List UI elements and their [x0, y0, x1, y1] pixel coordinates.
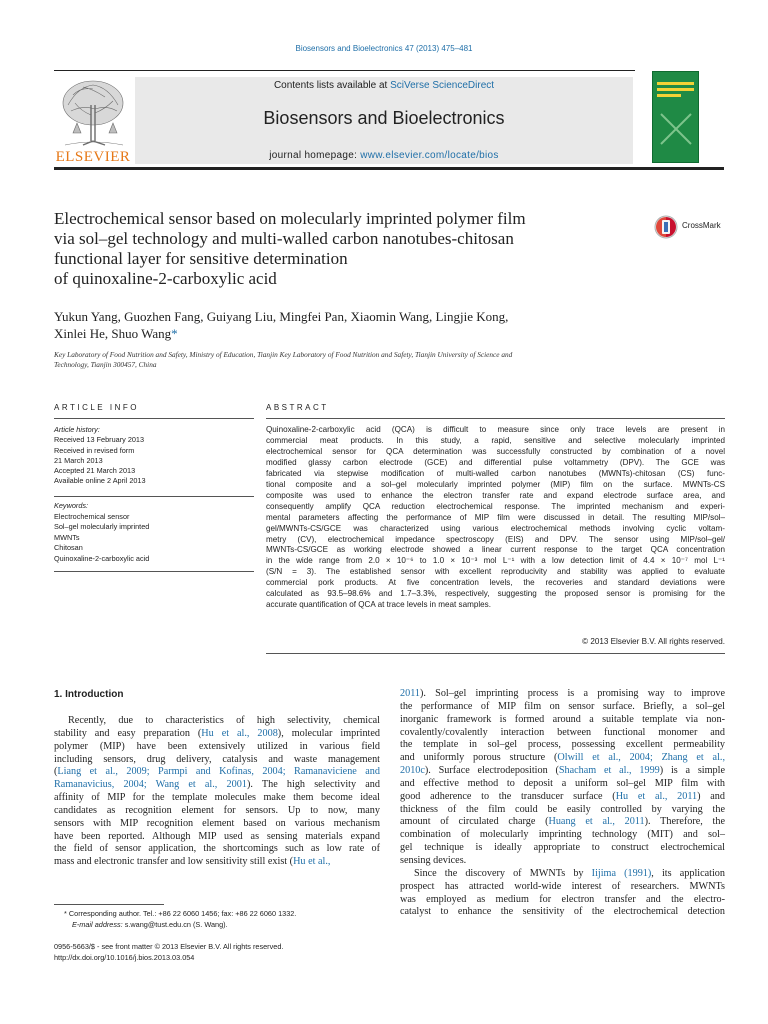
body-line: [54, 792, 380, 805]
body-text: thickness of the film could be easily controlled by varying the: [400, 803, 725, 815]
body-line: [400, 727, 725, 740]
journal-cover-thumbnail[interactable]: [652, 71, 699, 163]
title-line: Electrochemical sensor based on molecularly imprinted polymer film: [54, 209, 526, 228]
body-text: the template in sol–gel process, possessing excellent permeability: [400, 739, 725, 751]
body-line: [400, 868, 725, 881]
abstract-line: calculated as 93.5–98.6% and 1.7–3.3%, respectively, suggesting the proposed sensor is promising for the: [266, 589, 725, 599]
abstract-text: [266, 425, 725, 611]
citation-link[interactable]: Liang et al., 2009; Parmpi and Kofinas, 2004; Ramanaviciene and: [57, 766, 380, 778]
cover-graphic: [659, 112, 693, 146]
footnote-rule: [54, 904, 164, 905]
body-text: gel technique is ideally appropriate to construct electrochemical: [400, 842, 725, 854]
keywords-label: Keywords:: [54, 501, 89, 510]
divider: [266, 653, 725, 654]
abstract-line: Quinoxaline-2-carboxylic acid (QCA) is difficult to measure since only trace levels are present in: [266, 425, 725, 434]
body-line: [54, 741, 380, 754]
contents-prefix: Contents lists available at: [273, 80, 391, 91]
abstract-line: fabricated via stepwise modification of multi-walled carbon nanotubes (MWNTs)-chitosan (CS) func-: [266, 468, 725, 478]
body-column-right: [400, 688, 725, 919]
body-text: have been reported. Although MIP used as sensing materials expand: [54, 830, 380, 842]
history-item: Accepted 21 March 2013: [54, 466, 136, 476]
cover-title-band: [657, 82, 694, 85]
body-text: covalently/covalently interaction between functional monomer and: [400, 726, 725, 738]
abstract-line: metry (CV), electrochemical impedance spectroscopy (EIS) and DPV. The sensor using MIP/sol–gel/: [266, 534, 725, 544]
divider: [54, 571, 254, 572]
keyword: MWNTs: [54, 532, 80, 542]
body-line: [400, 752, 725, 765]
body-text: the field of sensor application, the shortcomings such as low rate of: [54, 843, 380, 855]
abstract-line: in the wide range from 2.0 × 10⁻⁶ to 1.0 × 10⁻³ mol L⁻¹ with a low detection limit of 4.4 × 10⁻⁷ mol L⁻¹: [266, 556, 725, 566]
body-line: [54, 766, 380, 779]
body-text: candidates as recognition element for sensors. Up to now, many: [54, 804, 380, 816]
body-line: [400, 829, 725, 842]
affiliation-line: Key Laboratory of Food Nutrition and Safety, Ministry of Education, Tianjin Key Laboratory of Food Nutrition and Safety, Tianjin University of Science and: [54, 350, 513, 359]
body-text: ), molecular imprinted: [277, 727, 381, 739]
citation-link[interactable]: Shacham et al., 1999: [558, 765, 660, 777]
affiliation: [54, 350, 674, 370]
body-line: [400, 791, 725, 804]
body-line: and effective method to deposit a uniform sol–gel MIP film with: [400, 777, 725, 789]
affiliation-line: Technology, Tianjin 300457, China: [54, 360, 157, 369]
body-text: ). The high selectivity and: [246, 779, 380, 791]
author-list: [54, 308, 674, 342]
citation-link[interactable]: 2010c: [400, 765, 425, 777]
keyword: Sol–gel molecularly imprinted: [54, 522, 150, 532]
title-line: functional layer for sensitive determination: [54, 249, 348, 268]
body-text: ) is a simple: [659, 765, 726, 777]
body-line: [400, 894, 725, 907]
keyword: Chitosan: [54, 543, 83, 553]
history-label: Article history:: [54, 425, 100, 434]
divider: [266, 418, 725, 419]
body-text: prospect has attracted world-wide interest of researchers. MWNTs: [400, 880, 725, 892]
section-heading-introduction: 1. Introduction: [54, 689, 124, 700]
keyword: Quinoxaline-2-carboxylic acid: [54, 553, 150, 563]
body-line: [400, 881, 725, 894]
body-text: catalyst to enhance the sensitivity of the electrochemical detection: [400, 906, 725, 918]
abstract-line: gel/MWNTs-CS/GCE was characterized using various electrochemical methods involving cyclic voltam-: [266, 523, 725, 533]
body-text: stability and easy preparation (: [54, 727, 202, 739]
abstract-copyright: © 2013 Elsevier B.V. All rights reserved.: [582, 637, 725, 646]
abstract-heading: ABSTRACT: [266, 403, 329, 412]
abstract-line: commercial pork products. At five concentration levels, the recoveries and standard deviations were: [266, 578, 725, 588]
citation-link[interactable]: Olwill et al., 2004; Zhang et al.,: [557, 752, 725, 764]
keyword: Electrochemical sensor: [54, 511, 130, 521]
body-line: [400, 816, 725, 829]
header-bottom-rule: [54, 167, 724, 170]
abstract-line: electrochemical sensor for QCA determination was successfully constructed by combination of a novel: [266, 446, 725, 456]
body-line: [54, 728, 380, 741]
body-text: and uniformly porous structure (: [400, 752, 558, 764]
body-text: inorganic framework is formed around a suitable template via non-: [400, 713, 725, 725]
contents-availability-line: [135, 80, 633, 91]
body-text: Since the discovery of MWNTs by: [414, 867, 592, 879]
corresponding-author-mark[interactable]: *: [171, 326, 178, 341]
header-top-rule: [54, 70, 635, 71]
body-line: [54, 779, 380, 792]
history-item: Received in revised form: [54, 445, 135, 455]
citation-link[interactable]: 2011: [400, 688, 420, 699]
homepage-prefix: journal homepage:: [269, 150, 361, 161]
keywords: [54, 501, 254, 565]
citation-link[interactable]: Iijima (1991): [591, 867, 652, 879]
issn-doi-block: [54, 942, 380, 963]
divider: [54, 418, 254, 419]
authors-line-text: Xinlei He, Shuo Wang: [54, 326, 172, 341]
body-text: including sensors, drug delivery, catalysis and waste management: [54, 753, 380, 765]
article-history: [54, 425, 254, 487]
history-item: 21 March 2013: [54, 455, 103, 465]
abstract-line: commercial meat products. In this study, a rapid, sensitive and selective molecularly imprinted: [266, 435, 725, 445]
body-line: [400, 765, 725, 778]
journal-homepage-link[interactable]: www.elsevier.com/locate/bios: [360, 150, 499, 161]
body-line: [54, 805, 380, 818]
body-text: affinity of MIP for the template molecules make them become ideal: [54, 792, 380, 804]
body-column-left: [54, 715, 380, 869]
abstract-line: accurate quantification of QCA at trace levels in meat samples.: [266, 600, 491, 610]
body-line: [400, 842, 725, 855]
divider: [54, 496, 254, 497]
body-text: ) and: [697, 790, 725, 802]
body-line: [400, 688, 725, 701]
body-line: [54, 754, 380, 767]
abstract-line: modified glassy carbon electrode (GCE) and differential pulse voltammetry (DPV). The GCE was: [266, 457, 725, 467]
journal-title: Biosensors and Bioelectronics: [263, 108, 505, 128]
authors-line: [54, 325, 674, 342]
body-text: was employed as medium for electron transfer and the electro-: [400, 893, 725, 905]
body-text: mass and electronic transfer and low sensitivity still exist (: [54, 856, 294, 868]
abstract-line: composite was used to enhance the electron transfer rate and expand electrode surface area, and: [266, 490, 725, 500]
body-line: [400, 855, 725, 868]
cover-title-band: [657, 94, 681, 97]
body-line: [400, 739, 725, 752]
citation-link[interactable]: Hu et al., 2008: [201, 727, 278, 739]
body-line: [54, 818, 380, 831]
title-line: via sol–gel technology and multi-walled carbon nanotubes-chitosan: [54, 229, 514, 248]
body-text: combination of molecularly imprinting technology (MIT) and sol–: [400, 829, 725, 841]
body-text: polymer (MIP) have been extensively utilized in various field: [54, 740, 380, 752]
body-text: Recently, due to characteristics of high selectivity, chemical: [68, 715, 380, 726]
abstract-line: MWNTs-CS/GCE as working electrode showed a linear current response to the target QCA concentration: [266, 545, 725, 555]
history-item: Received 13 February 2013: [54, 435, 145, 445]
body-text: ). Sol–gel imprinting process is a promising way to improve: [420, 688, 725, 699]
body-text: good adherence to the transducer surface (: [400, 790, 616, 802]
email-label: E-mail address:: [72, 920, 123, 929]
doi-link[interactable]: http://dx.doi.org/10.1016/j.bios.2013.03.054: [54, 952, 195, 962]
citation-link[interactable]: Huang et al., 2011: [548, 816, 645, 828]
authors-line: Yukun Yang, Guozhen Fang, Guiyang Liu, Mingfei Pan, Xiaomin Wang, Lingjie Kong,: [54, 309, 509, 324]
body-line: [400, 906, 725, 919]
email-address[interactable]: s.wang@tust.edu.cn (S. Wang).: [122, 920, 228, 929]
cover-title-band: [657, 88, 694, 91]
abstract-line: mental parameters affecting the performance of MIP film were discussed in detail. The resulting MIP/sol–: [266, 512, 725, 522]
crossmark-label[interactable]: CrossMark: [682, 221, 721, 230]
body-text: ). Therefore, the: [644, 816, 725, 828]
body-line: [54, 715, 380, 728]
body-text: amount of circulated charge (: [400, 816, 549, 828]
history-item: Available online 2 April 2013: [54, 476, 146, 486]
body-line: [400, 714, 725, 727]
body-line: [400, 804, 725, 817]
body-text: the performance of MIP film on sensor surface. Briefly, a sol–gel: [400, 700, 725, 712]
body-text: , its application: [651, 867, 725, 879]
citation-link[interactable]: Hu et al., 2011: [615, 790, 698, 802]
footnote: [54, 908, 380, 930]
body-line: [54, 843, 380, 856]
body-text: sensors with MIP recognition element based on various mechanism: [54, 817, 380, 829]
body-line: [400, 701, 725, 714]
body-line: [54, 856, 380, 869]
article-title: [54, 209, 654, 289]
body-text: sensing devices.: [400, 854, 467, 866]
corresponding-author-note: * Corresponding author. Tel.: +86 22 6060 1456; fax: +86 22 6060 1332.: [64, 909, 297, 918]
sciencedirect-link[interactable]: SciVerse ScienceDirect: [390, 80, 495, 91]
abstract-line: (S/N = 3). The established sensor with excellent reproducivity and stability was applied to evaluate: [266, 567, 725, 577]
title-line: of quinoxaline-2-carboxylic acid: [54, 269, 277, 288]
elsevier-wordmark: ELSEVIER: [55, 149, 131, 165]
abstract-line: tional composite and a sol–gel molecularly imprinted polymer (MIP) film on the surface. MWNTs-CS: [266, 479, 725, 489]
body-text: (: [54, 766, 58, 778]
abstract-line: consequently amplify QCA reduction electrochemical response. The imprinted mechanism and experi-: [266, 501, 725, 511]
citation-link[interactable]: Hu et al.,: [293, 856, 331, 868]
journal-reference-link[interactable]: Biosensors and Bioelectronics 47 (2013) 475–481: [295, 44, 473, 53]
issn-line: 0956-5663/$ - see front matter © 2013 Elsevier B.V. All rights reserved.: [54, 942, 284, 951]
article-info-heading: ARTICLE INFO: [54, 403, 139, 412]
body-line: [54, 831, 380, 844]
journal-homepage-line: [135, 150, 633, 161]
body-text: ). Surface electrodeposition (: [424, 765, 559, 777]
citation-link[interactable]: Ramanavicius, 2004; Wang et al., 2001: [54, 779, 247, 791]
